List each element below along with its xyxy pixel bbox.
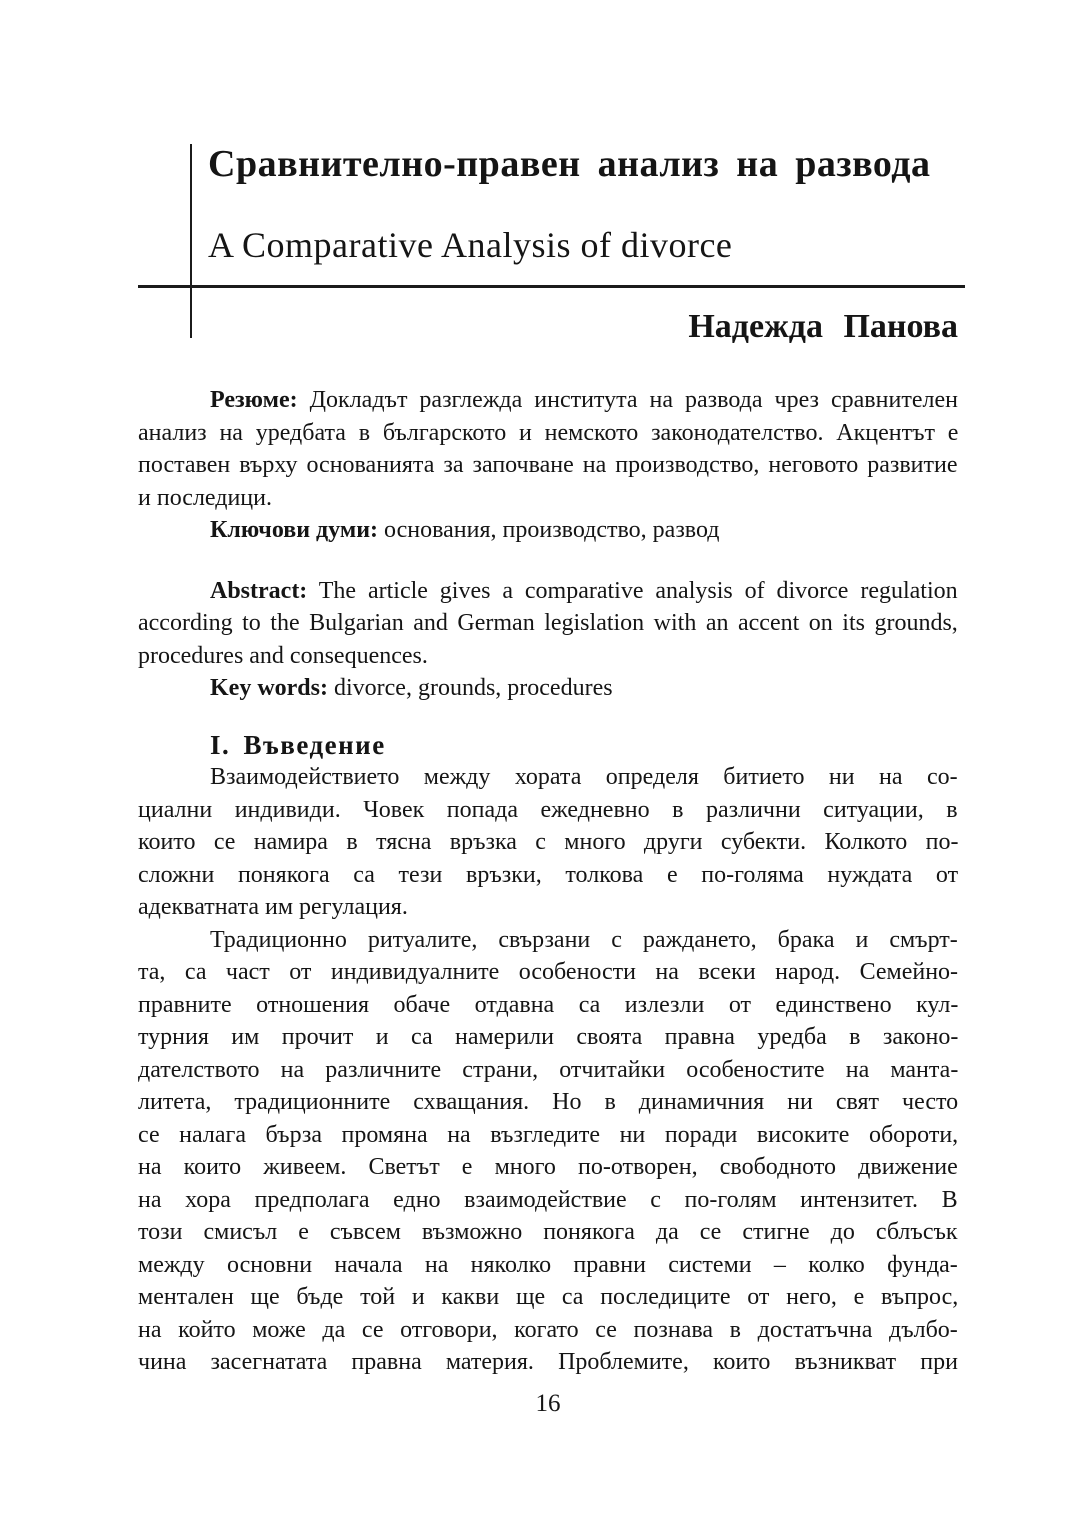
paragraph-abstract-en xyxy=(138,575,958,673)
text-line: между основни начала на няколко правни системи – колко фунда- xyxy=(138,1251,958,1278)
text-line: Взаимодействието между хората определя битието ни на со- xyxy=(210,764,958,790)
text-line: на хора предполага едно взаимодействие с по-голям интензитет. В xyxy=(138,1186,958,1213)
text-line: се налага бърза промяна на възгледите ни поради високите обороти, xyxy=(138,1121,959,1148)
text-line: Ключови думи: основания, производство, развод xyxy=(210,517,720,543)
paragraph-abstract-bg xyxy=(138,384,958,514)
paragraph-keywords-en xyxy=(138,672,958,705)
paragraph-keywords-bg xyxy=(138,514,958,547)
paragraph-intro-2 xyxy=(138,924,958,1379)
text-line: този смисъл е съвсем възможно понякога да се стигне до сблъсък xyxy=(138,1219,958,1245)
title-english: A Comparative Analysis of divorce xyxy=(208,225,733,265)
text-line: Abstract: The article gives a comparative analysis of divorce regulation xyxy=(210,577,958,604)
page-number: 16 xyxy=(535,1390,561,1417)
text-line: Резюме: Докладът разглежда института на развода чрез сравнителен xyxy=(210,387,958,413)
text-line: Традиционно ритуалите, свързани с раждането, брака и смърт- xyxy=(210,926,958,953)
author-name: Надежда Панова xyxy=(688,308,958,345)
text-line: поставен върху основанията за започване на производство, неговото развитие xyxy=(138,452,958,478)
horizontal-rule xyxy=(138,285,965,288)
text-line: сложни понякога са тези връзки, толкова е по-голяма нуждата от xyxy=(138,861,959,888)
text-line: та, са част от индивидуалните особености на всеки народ. Семейно- xyxy=(138,959,959,985)
text-line: анализ на уредбата в българското и немското законодателство. Акцентът е xyxy=(138,419,959,446)
text-line: и последици. xyxy=(138,484,272,511)
text-line: на които живеем. Светът е много по-отворен, свободното движение xyxy=(138,1154,958,1180)
text-line: according to the Bulgarian and German legislation with an accent on its grounds, xyxy=(138,610,958,636)
text-line: циални индивиди. Човек попада ежедневно в различни ситуации, в xyxy=(138,796,958,823)
text-line: турния им прочит и са намерили своята правна уредба в законо- xyxy=(138,1024,959,1050)
paragraph-intro-1 xyxy=(138,761,958,924)
text-line: адекватната им регулация. xyxy=(138,894,408,920)
section-heading: I. Въведение xyxy=(210,729,386,760)
text-line: които се намира в тясна връзка с много други субекти. Колкото по- xyxy=(138,829,959,855)
text-line: на който може да се отговори, когато се познава в достатъчна дълбо- xyxy=(138,1316,958,1343)
text-line: правните отношения обаче отдавна са излезли от единствено кул- xyxy=(138,991,959,1018)
text-line: procedures and consequences. xyxy=(138,642,428,669)
title-bulgarian: Сравнително-правен анализ на развода xyxy=(208,143,931,185)
text-line: чина засегнатата правна материя. Проблемите, които възникват при xyxy=(138,1349,958,1375)
text-line: дателството на различните страни, отчитайки особеностите на манта- xyxy=(138,1056,959,1083)
text-line: Key words: divorce, grounds, procedures xyxy=(210,675,613,701)
article-body xyxy=(138,384,958,1379)
text-line: литета, традиционните схващания. Но в динамичния ни свят често xyxy=(138,1089,959,1115)
text-line: ментален ще бъде той и какви ще са последиците от него, е въпрос, xyxy=(138,1284,959,1310)
